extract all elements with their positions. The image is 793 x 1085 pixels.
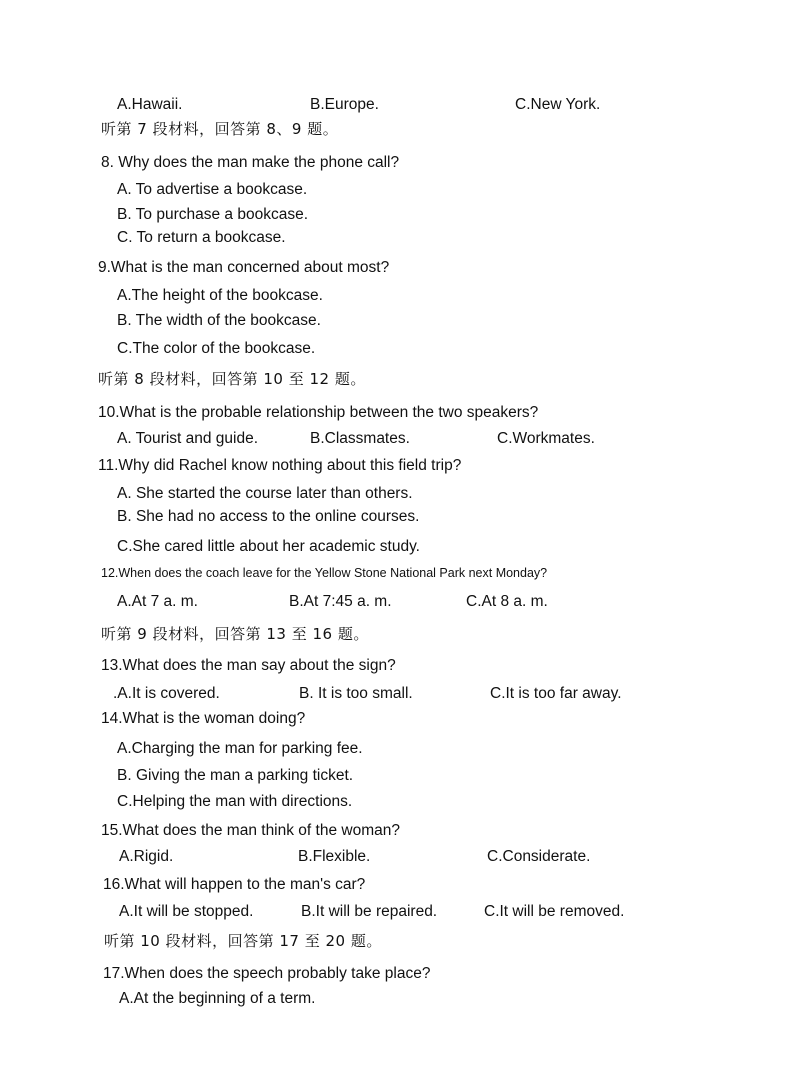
option-c: C.It is too far away. <box>490 685 622 702</box>
option-b: B. The width of the bookcase. <box>117 312 321 329</box>
option-a: A.The height of the bookcase. <box>117 287 323 304</box>
option-a: A. She started the course later than others. <box>117 485 413 502</box>
option-a: A. Tourist and guide. <box>117 430 259 447</box>
option-b: B.Europe. <box>310 96 379 113</box>
option-b: B. She had no access to the online courses. <box>117 508 420 525</box>
question-9: 9.What is the man concerned about most? <box>98 259 390 276</box>
option-c: C.New York. <box>515 96 601 113</box>
option-b: B. It is too small. <box>299 685 413 702</box>
section-heading: 听第 7 段材料，回答第 8、9 题。 <box>101 120 339 138</box>
question-8: 8. Why does the man make the phone call? <box>101 154 400 171</box>
question-16: 16.What will happen to the man's car? <box>103 876 366 893</box>
option-a: A.It will be stopped. <box>119 903 254 920</box>
option-a: .A.It is covered. <box>113 685 220 702</box>
option-a: A.At the beginning of a term. <box>119 990 316 1007</box>
option-c: C. To return a bookcase. <box>117 229 286 246</box>
option-a: A.Charging the man for parking fee. <box>117 740 363 757</box>
question-15: 15.What does the man think of the woman? <box>101 822 400 839</box>
question-17: 17.When does the speech probably take place? <box>103 965 431 982</box>
section-heading: 听第 9 段材料，回答第 13 至 16 题。 <box>101 625 369 643</box>
option-c: C.She cared little about her academic study. <box>117 538 420 555</box>
option-c: C.The color of the bookcase. <box>117 340 316 357</box>
option-b: B.At 7:45 a. m. <box>289 593 392 610</box>
option-a: A. To advertise a bookcase. <box>117 181 308 198</box>
option-b: B.Flexible. <box>298 848 371 865</box>
option-b: B. To purchase a bookcase. <box>117 206 309 223</box>
option-b: B. Giving the man a parking ticket. <box>117 767 354 784</box>
section-heading: 听第 10 段材料，回答第 17 至 20 题。 <box>104 932 382 950</box>
question-10: 10.What is the probable relationship between the two speakers? <box>98 404 539 421</box>
option-b: B.Classmates. <box>310 430 410 447</box>
question-14: 14.What is the woman doing? <box>101 710 306 727</box>
question-13: 13.What does the man say about the sign? <box>101 657 396 674</box>
option-c: C.It will be removed. <box>484 903 625 920</box>
section-heading: 听第 8 段材料，回答第 10 至 12 题。 <box>98 370 366 388</box>
option-c: C.At 8 a. m. <box>466 593 548 610</box>
option-a: A.Hawaii. <box>117 96 183 113</box>
option-a: A.At 7 a. m. <box>117 593 198 610</box>
option-a: A.Rigid. <box>119 848 174 865</box>
question-11: 11.Why did Rachel know nothing about this field trip? <box>98 457 462 474</box>
option-c: C.Helping the man with directions. <box>117 793 353 810</box>
option-b: B.It will be repaired. <box>301 903 438 920</box>
option-c: C.Workmates. <box>497 430 595 447</box>
question-12: 12.When does the coach leave for the Yellow Stone National Park next Monday? <box>101 566 548 580</box>
option-c: C.Considerate. <box>487 848 591 865</box>
